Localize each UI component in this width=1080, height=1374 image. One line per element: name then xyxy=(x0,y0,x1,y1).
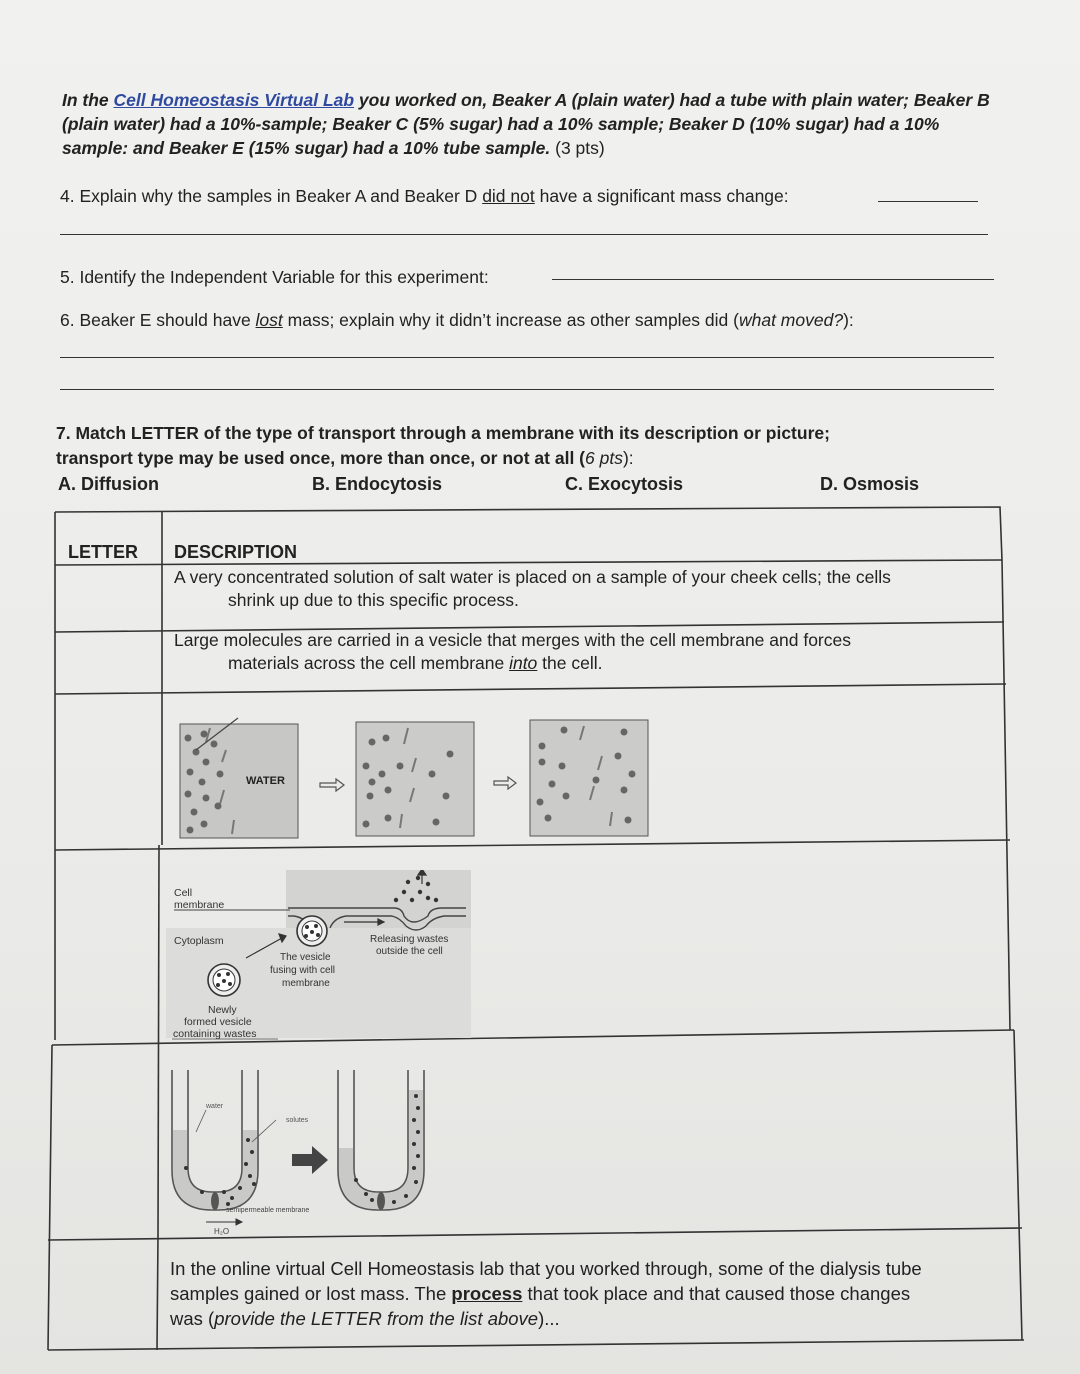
row-2-pre: materials across the cell membrane xyxy=(228,653,510,673)
vesicle-label-2: fusing with cell xyxy=(270,965,336,976)
diffusion-box-3 xyxy=(530,720,648,836)
q4-text-b: have a significant mass change: xyxy=(534,186,789,206)
row-1-line-b: shrink up due to this specific process. xyxy=(228,590,519,610)
newly-label-3: containing wastes xyxy=(173,1028,257,1040)
row-1-line-a: A very concentrated solution of salt water is placed on a sample of your cheek cells; the cells xyxy=(174,567,891,587)
q7-points: 6 pts xyxy=(585,448,623,468)
letter-cell-3[interactable] xyxy=(58,696,158,846)
diffusion-box-1 xyxy=(180,718,298,838)
last-b-emph: process xyxy=(451,1283,523,1304)
osmosis-arrow xyxy=(292,1146,328,1174)
u-tube-2 xyxy=(338,1070,424,1210)
water-label-small: water xyxy=(206,1103,224,1110)
row-1-description xyxy=(174,566,891,612)
row-2-line-a: Large molecules are carried in a vesicle that merges with the cell membrane and forces xyxy=(174,630,851,650)
q6-text-b: mass; explain why it didn’t increase as other samples did ( xyxy=(282,310,739,330)
q7-line-2a: transport type may be used once, more than once, or not at all ( xyxy=(56,448,585,468)
choice-b: B. Endocytosis xyxy=(312,474,443,494)
question-5: 5. Identify the Independent Variable for this experiment: xyxy=(60,267,489,287)
q7-line-2c: ): xyxy=(622,448,634,468)
row-2-description xyxy=(174,629,851,675)
choice-d: D. Osmosis xyxy=(820,474,920,494)
letter-cell-2[interactable] xyxy=(58,634,158,690)
letter-cell-5[interactable] xyxy=(54,1048,154,1234)
q4-text-a: 4. Explain why the samples in Beaker A and Beaker D xyxy=(60,186,483,206)
last-c-pre: was ( xyxy=(170,1308,215,1329)
last-row-description xyxy=(170,1256,922,1331)
row-2-line-b xyxy=(174,652,851,675)
intro-points: (3 pts) xyxy=(550,138,605,158)
newly-label-2: formed vesicle xyxy=(184,1016,252,1028)
diffusion-box-2 xyxy=(356,722,474,836)
last-row-line-c xyxy=(170,1306,922,1331)
vesicle-label-1: The vesicle xyxy=(280,952,331,963)
diffusion-figure xyxy=(176,716,656,842)
newly-formed-vesicle xyxy=(208,964,240,996)
row-2-post: the cell. xyxy=(537,653,603,673)
u-tube-1 xyxy=(172,1070,309,1210)
vesicle-label-3: membrane xyxy=(282,978,330,989)
header-letter: LETTER xyxy=(68,542,138,562)
choice-c: C. Exocytosis xyxy=(565,474,684,494)
cytoplasm-label: Cytoplasm xyxy=(174,935,224,947)
last-row-line-a: In the online virtual Cell Homeostasis lab that you worked through, some of the dialysis tube xyxy=(170,1258,922,1279)
q4-emphasis: did not xyxy=(482,186,535,206)
cell-membrane-label-2: membrane xyxy=(174,899,225,911)
last-c-post: )... xyxy=(538,1308,560,1329)
q6-emphasis: lost xyxy=(255,310,283,330)
exocytosis-figure xyxy=(166,870,476,1045)
h2o-arrow xyxy=(206,1219,242,1225)
newly-label-1: Newly xyxy=(208,1004,237,1016)
fusing-vesicle xyxy=(297,916,327,946)
q6-text-a: 6. Beaker E should have xyxy=(60,310,256,330)
row-2-emph: into xyxy=(509,653,538,673)
lab-link[interactable]: Cell Homeostasis Virtual Lab xyxy=(113,90,355,110)
diffusion-arrow-2 xyxy=(494,777,516,789)
q6-text-c: ): xyxy=(843,310,854,330)
solutes-label: solutes xyxy=(286,1117,309,1124)
releasing-label-2: outside the cell xyxy=(376,946,443,957)
q7-line-1: 7. Match LETTER of the type of transport through a membrane with its description or picture; xyxy=(56,423,830,443)
letter-cell-6[interactable] xyxy=(52,1242,152,1346)
letter-cell-1[interactable] xyxy=(58,568,158,628)
letter-cell-4[interactable] xyxy=(56,852,156,1040)
releasing-label-1: Releasing wastes xyxy=(370,934,449,945)
diffusion-arrow-1 xyxy=(320,779,344,791)
last-c-italic: provide the LETTER from the list above xyxy=(214,1308,539,1329)
q6-italic: what moved? xyxy=(738,310,844,330)
last-b-pre: samples gained or lost mass. The xyxy=(170,1283,452,1304)
osmosis-figure xyxy=(166,1060,456,1238)
semipermeable-label: semipermeable membrane xyxy=(226,1207,310,1214)
choice-a: A. Diffusion xyxy=(58,474,159,494)
intro-prefix: In the xyxy=(62,90,114,110)
intro-text: you worked on, Beaker A (plain water) had a tube with plain water; Beaker B (plain water) had a 10%-sample; Beaker C (5% sugar) had a 10% sample; Beaker D (10% sugar) had a 10% sample: and Beaker E (15% sugar) had a 10% tube sample. xyxy=(62,90,990,158)
h2o-label: H₂O xyxy=(214,1227,230,1236)
cell-membrane-label-1: Cell xyxy=(174,887,193,899)
last-b-post: that took place and that caused those changes xyxy=(522,1283,911,1304)
last-row-line-b xyxy=(170,1281,922,1306)
header-description: DESCRIPTION xyxy=(174,542,298,562)
water-label: WATER xyxy=(246,775,285,787)
